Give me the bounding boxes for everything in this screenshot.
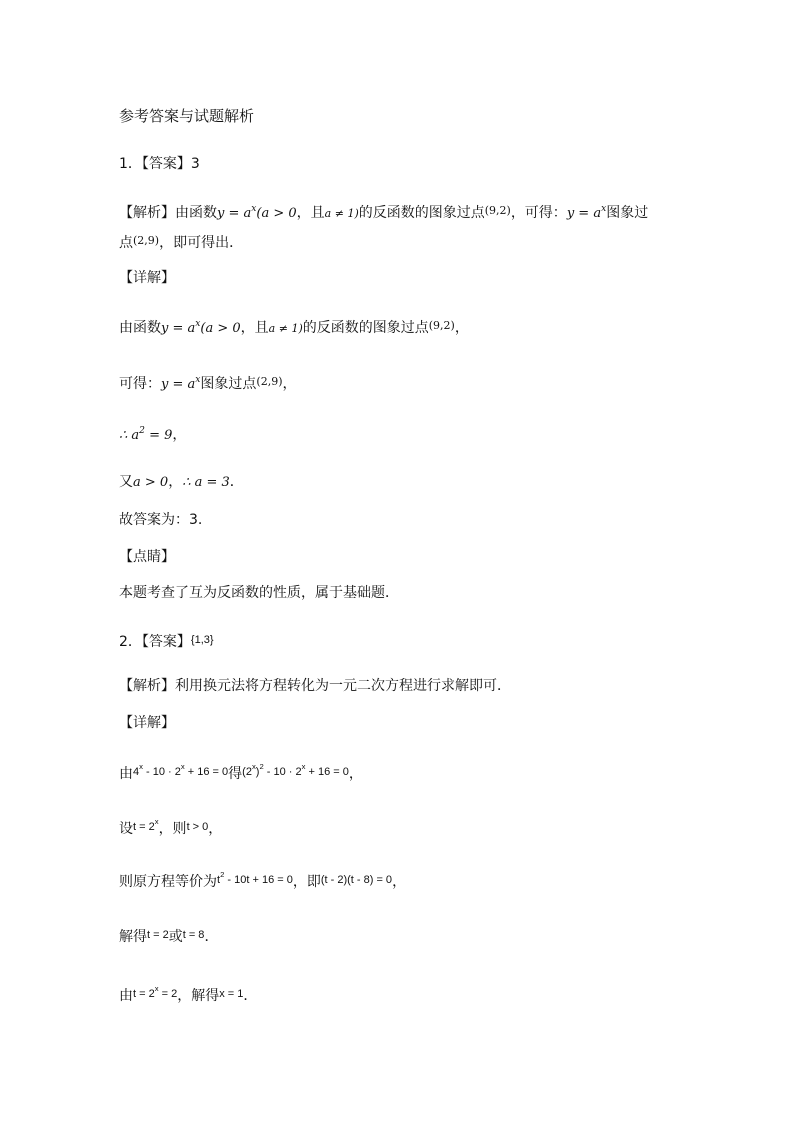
math: t = 2x <box>133 817 159 833</box>
text: ， <box>172 427 187 443</box>
q1-analysis-line2 <box>119 231 243 253</box>
q1-detail-line1 <box>119 316 469 339</box>
text: 由函数 <box>119 320 161 336</box>
text: 的反函数的图象过点 <box>358 205 485 221</box>
q2-analysis: 【解析】利用换元法将方程转化为一元二次方程进行求解即可． <box>119 678 511 694</box>
q2-answer <box>119 630 214 652</box>
text: 图象过点 <box>200 376 257 392</box>
q1-analysis-line1 <box>119 201 648 224</box>
math: t = 2x = 2 <box>133 984 178 1000</box>
analysis-tag: 【解析】 <box>119 205 175 221</box>
math: 4x - 10 · 2x + 16 = 0 <box>133 762 229 778</box>
q1-point-tag: 【点睛】 <box>119 549 175 565</box>
q1-detail-line4 <box>119 472 244 493</box>
text: ． <box>243 988 258 1004</box>
math: {1,3} <box>190 634 214 646</box>
math: $y = a^x$ <box>566 204 607 221</box>
math: x = 1 <box>219 988 244 1000</box>
q2-detail-line5 <box>119 984 257 1006</box>
text: 得 <box>228 766 243 782</box>
text: 2．【答案】 <box>119 634 191 650</box>
math: a ≠ 1) <box>268 322 303 335</box>
q2-detail-tag: 【详解】 <box>119 715 175 731</box>
text: ， <box>282 376 297 392</box>
text: 则原方程等价为 <box>119 874 217 890</box>
math: t2 - 10t + 16 = 0 <box>217 870 293 886</box>
math: (2,9) <box>133 234 160 247</box>
text: 由 <box>119 766 133 782</box>
text: ， <box>208 821 223 837</box>
text: ， <box>454 320 469 336</box>
text: ，则 <box>158 821 187 837</box>
q1-detail-line2 <box>119 372 296 395</box>
text: 或 <box>168 929 183 945</box>
text: ，即 <box>292 874 321 890</box>
text: ， <box>348 766 363 782</box>
text: ． <box>229 474 244 490</box>
q2-detail-line2 <box>119 817 222 839</box>
text: 又 <box>119 474 133 490</box>
text: ，即可得出． <box>159 235 244 251</box>
math: (9,2) <box>484 204 511 217</box>
q1-detail-tag: 【详解】 <box>119 270 175 286</box>
text: ， <box>168 474 183 490</box>
q1-answer: 1．【答案】3 <box>119 156 200 172</box>
text: 解得 <box>119 929 147 945</box>
math: a > 0 <box>133 475 169 490</box>
text: ， <box>392 874 407 890</box>
text: 设 <box>119 821 133 837</box>
math: t > 0 <box>186 821 209 833</box>
text: ，且 <box>240 320 269 336</box>
math: ∴ a = 3 <box>182 475 230 490</box>
math: $y = a^x(a > 0$ <box>161 319 241 336</box>
text: 的反函数的图象过点 <box>302 320 429 336</box>
text: ，可得： <box>510 205 567 221</box>
text: 可得： <box>119 376 161 392</box>
math: $y = a^x$ <box>161 375 201 392</box>
math: (t - 2)(t - 8) = 0 <box>320 874 393 886</box>
text: 由 <box>119 988 133 1004</box>
q2-detail-line4 <box>119 925 218 947</box>
q1-answer-statement: 故答案为：3. <box>119 512 203 528</box>
text: 由函数 <box>175 205 217 221</box>
text: ，解得 <box>177 988 220 1004</box>
text: ，且 <box>296 205 325 221</box>
math: ∴ $a^2 = 9$ <box>119 426 173 443</box>
math: t = 8 <box>182 929 205 941</box>
q2-detail-line3 <box>119 870 406 892</box>
text: ． <box>204 929 219 945</box>
math: (9,2) <box>428 319 455 332</box>
math: a ≠ 1) <box>324 207 359 220</box>
q2-detail-line1 <box>119 762 363 784</box>
math: (2x)2 - 10 · 2x + 16 = 0 <box>242 762 349 778</box>
page-title: 参考答案与试题解析 <box>119 107 255 125</box>
q1-detail-line3 <box>119 425 186 446</box>
math: $y = a^x(a > 0$ <box>217 204 297 221</box>
text: 点 <box>119 235 133 251</box>
text: 图象过 <box>606 205 649 221</box>
math: t = 2 <box>147 929 169 941</box>
math: (2,9) <box>256 375 283 388</box>
q1-point-text: 本题考查了互为反函数的性质，属于基础题． <box>119 585 399 601</box>
